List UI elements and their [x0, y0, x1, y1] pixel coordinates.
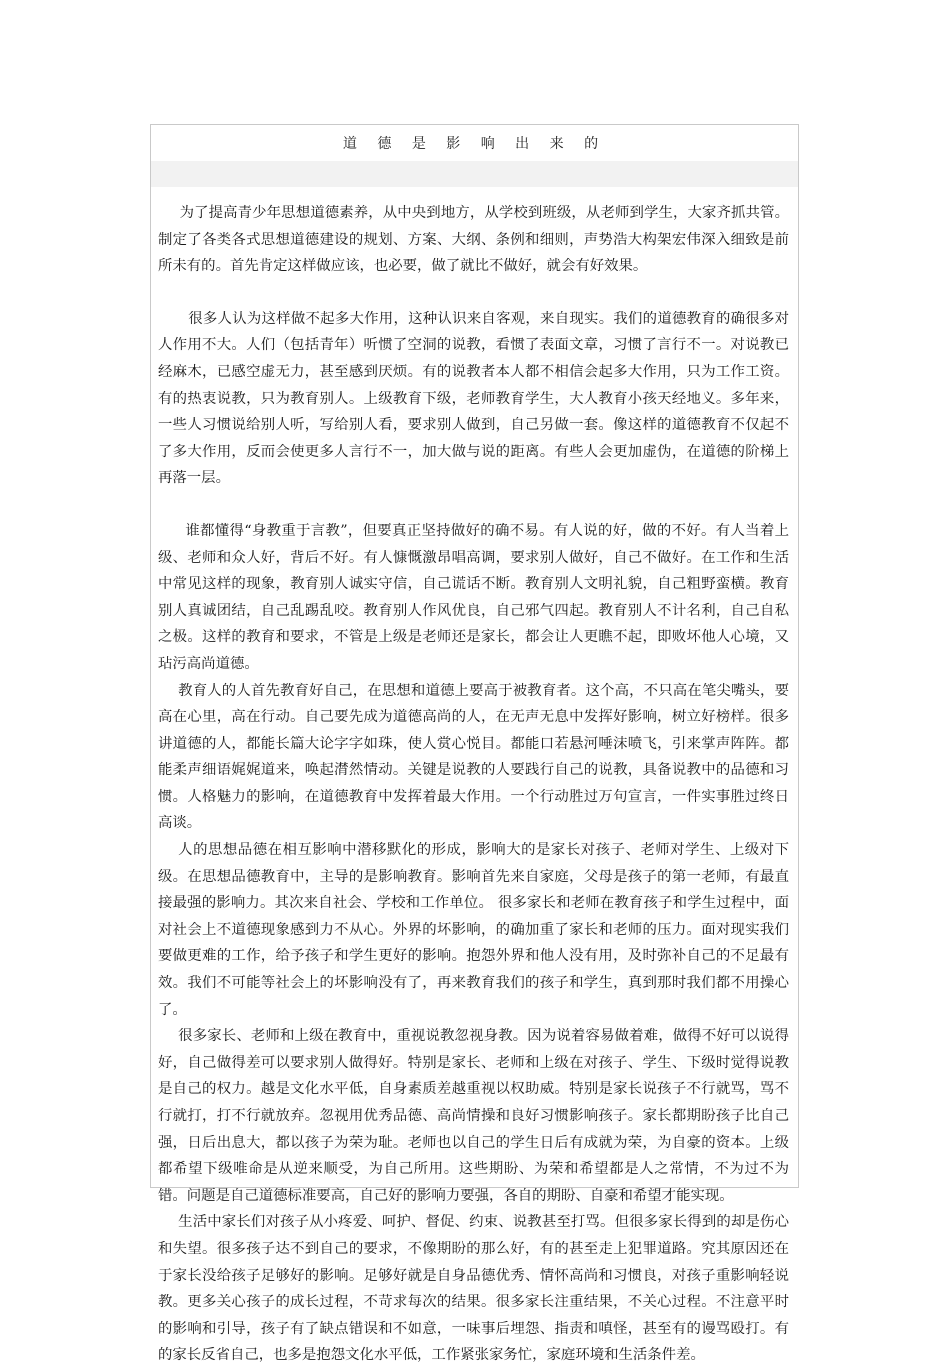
paragraph-2: 很多人认为这样做不起多大作用，这种认识来自客观，来自现实。我们的道德教育的确很多对人作用不大。人们（包括青年）听惯了空洞的说教，看惯了表面文章，习惯了言行不一。对说教已经麻木，已感空虚无力，甚至感到厌烦。有的说教者本人都不相信会起多大作用，只为工作工资。有的热衷说教，只为教育别人。上级教育下级，老师教育学生，大人教育小孩天经地义。多年来，一些人习惯说给别人听，写给别人看，要求别人做到，自己另做一套。像这样的道德教育不仅起不了多大作用，反而会使更多人言行不一，加大做与说的距离。有些人会更加虚伪，在道德的阶梯上再落一层。 — [158, 310, 789, 487]
document-frame — [150, 124, 799, 1364]
title-divider-band — [151, 161, 798, 187]
paragraph-5: 人的思想品德在相互影响中潜移默化的形成，影响大的是家长对孩子、老师对学生、上级对下级。在思想品德教育中，主导的是影响教育。影响首先来自家庭，父母是孩子的第一老师，有最直接最强的影响力。其次来自社会、学校和工作单位。 很多家长和老师在教育孩子和学生过程中，面对社会上不道德现象感到力不从心。外界的坏影响，的确加重了家长和老师的压力。面对现实我们要做更难的工作，给予孩子和学生更好的影响。抱怨外界和他人没有用，及时弥补自己的不足最有效。我们不可能等社会上的坏影响没有了，再来教育我们的孩子和学生，真到那时我们都不用操心了。 — [158, 842, 789, 1018]
paragraph-6: 很多家长、老师和上级在教育中，重视说教忽视身教。因为说着容易做着难，做得不好可以说得好，自己做得差可以要求别人做得好。特别是家长、老师和上级在对孩子、学生、下级时觉得说教是自己的权力。越是文化水平低，自身素质差越重视以权助威。特别是家长说孩子不行就骂，骂不行就打，打不行就放弃。忽视用优秀品德、高尚情操和良好习惯影响孩子。家长都期盼孩子比自己强，日后出息大，都以孩子为荣为耻。老师也以自己的学生日后有成就为荣，为自豪的资本。上级都希望下级唯命是从逆来顺受，为自己所用。这些期盼、为荣和希望都是人之常情，不为过不为错。问题是自己道德标准要高，自己好的影响力要强，各自的期盼、自豪和希望才能实现。 — [158, 1028, 789, 1204]
document-title: 道 德 是 影 响 出 来 的 — [342, 136, 607, 152]
paragraph-4: 教育人的人首先教育好自己，在思想和道德上要高于被教育者。这个高，不只高在笔尖嘴头，要高在心里，高在行动。自己要先成为道德高尚的人，在无声无息中发挥好影响，树立好榜样。很多讲道德的人，都能长篇大论字字如珠，使人赏心悦目。都能口若悬河唾沫喷飞，引来掌声阵阵。都能柔声细语娓娓道来，唤起潸然情动。关键是说教的人要践行自己的说教，具备说教中的品德和习惯。人格魅力的影响，在道德教育中发挥着最大作用。一个行动胜过万句宣言，一件实事胜过终日高谈。 — [158, 682, 789, 832]
paragraph-7: 生活中家长们对孩子从小疼爱、呵护、督促、约束、说教甚至打骂。但很多家长得到的却是伤心和失望。很多孩子达不到自己的要求，不像期盼的那么好，有的甚至走上犯罪道路。究其原因还在于家长没给孩子足够好的影响。足够好就是自身品德优秀、情怀高尚和习惯良，对孩子重影响轻说教。更多关心孩子的成长过程，不苛求每次的结果。很多家长注重结果，不关心过程。不注意平时的影响和引导，孩子有了缺点错误和不如意，一味事后埋怨、指责和嗔怪，甚至有的谩骂殴打。有的家长反省自己，也多是抱怨文化水平低，工作紧张家务忙，家庭环境和生活条件差。 — [158, 1214, 789, 1364]
paragraph-1: 为了提高青少年思想道德素养，从中央到地方，从学校到班级，从老师到学生，大家齐抓共管。制定了各类各式思想道德建设的规划、方案、大纲、条例和细则，声势浩大构架宏伟深入细致是前所未有的。首先肯定这样做应该，也必要，做了就比不做好，就会有好效果。 — [158, 205, 789, 275]
paragraph-3: 谁都懂得“身教重于言教”，但要真正坚持做好的确不易。有人说的好，做的不好。有人当着上级、老师和众人好，背后不好。有人慷慨激昂唱高调，要求别人做好，自己不做好。在工作和生活中常见这样的现象，教育别人诚实守信，自己谎话不断。教育别人文明礼貌，自己粗野蛮横。教育别人真诚团结，自己乱踢乱咬。教育别人作风优良，自己邪气四起。教育别人不计名利，自己自私之极。这样的教育和要求，不管是上级是老师还是家长，都会让人更瞧不起，即败坏他人心境，又玷污高尚道德。 — [158, 522, 789, 672]
paragraph-spacer — [158, 280, 789, 306]
document-body — [151, 187, 798, 1369]
paragraph-spacer — [158, 492, 789, 518]
